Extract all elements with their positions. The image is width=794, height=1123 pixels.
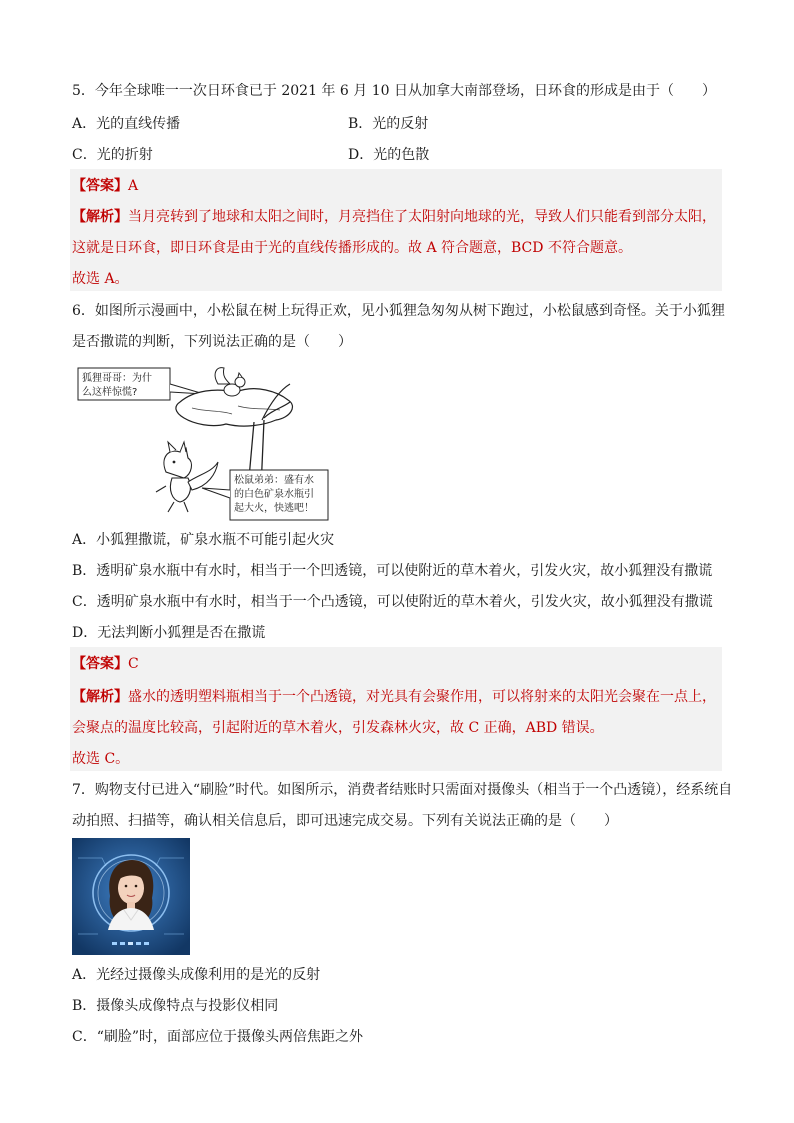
analysis-tag: 【解析】 [72,209,128,225]
left-eye [125,885,128,888]
q5-option-a: A．光的直线传播 [72,116,181,132]
q7-stem-1: 7．购物支付已进入“刷脸”时代。如图所示，消费者结账时只需面对摄像头（相当于一个凸透镜），经系统自 [72,782,733,798]
q6-analysis-2: 会聚点的温度比较高，引起附近的草木着火，引发森林火灾，故 C 正确，ABD 错误。 [72,720,604,736]
fox-body [170,478,190,502]
q5-option-b: B．光的反射 [348,116,429,132]
q6-answer [72,655,139,673]
q6-analysis-1 [72,688,716,706]
fox-eye [173,461,176,464]
q5-option-d: D．光的色散 [348,147,430,163]
q6-option-b: B．透明矿泉水瓶中有水时，相当于一个凹透镜，可以使附近的草木着火，引发火灾，故小狐狸没有撒谎 [72,563,713,579]
q5-stem: 5．今年全球唯一一次日环食已于 2021 年 6 月 10 日从加拿大南部登场，日环食的形成是由于（ ） [72,83,716,99]
answer-value: A [128,178,139,194]
squirrel-head [235,377,245,387]
answer-tag: 【答案】 [72,656,128,672]
answer-tag: 【答案】 [72,178,128,194]
fox-head [164,448,192,478]
fox-bubble-text-2: 的白色矿泉水瓶引 [234,489,314,500]
q5-answer [72,177,138,195]
q6-option-d: D．无法判断小狐狸是否在撒谎 [72,625,266,641]
face-payment-photo [72,838,190,955]
fox-tail [188,462,218,490]
q5-answer-box [70,169,722,291]
q7-option-a: A．光经过摄像头成像利用的是光的反射 [72,967,321,983]
analysis-text: 当月亮转到了地球和太阳之间时，月亮挡住了太阳射向地球的光，导致人们只能看到部分太阳， [128,209,716,225]
q6-option-c: C．透明矿泉水瓶中有水时，相当于一个凸透镜，可以使附近的草木着火，引发火灾，故小狐狸没有撒谎 [72,594,713,610]
q5-conclusion: 故选 A。 [72,271,129,287]
q5-analysis-1 [72,208,716,226]
q6-answer-box [70,647,722,771]
q6-option-a: A．小狐狸撒谎，矿泉水瓶不可能引起火灾 [72,532,335,548]
squirrel-bubble-text-2: 么这样惊慌? [82,387,138,398]
analysis-tag: 【解析】 [72,689,128,705]
fox-bubble-text-3: 起大火，快逃吧！ [234,503,314,514]
status-dot [128,942,133,945]
q5-analysis-2: 这就是日环食，即日环食是由于光的直线传播形成的。故 A 符合题意，BCD 不符合题意。 [72,240,632,256]
status-dot [144,942,149,945]
q7-option-c: C．“刷脸”时，面部应位于摄像头两倍焦距之外 [72,1029,364,1045]
status-dot [112,942,117,945]
squirrel-tail [215,368,230,384]
q6-conclusion: 故选 C。 [72,751,130,767]
cartoon-squirrel-fox [76,362,346,522]
right-eye [135,885,138,888]
q6-stem-2: 是否撒谎的判断，下列说法正确的是（ ） [72,334,352,350]
q7-stem-2: 动拍照、扫描等，确认相关信息后，即可迅速完成交易。下列有关说法正确的是（ ） [72,813,618,829]
fox-bubble-tail [202,488,230,498]
fox-ears [168,442,186,452]
squirrel-bubble-text-1: 狐狸哥哥：为什 [82,373,152,384]
answer-value: C [128,656,139,672]
fox-bubble-text-1: 松鼠弟弟：盛有水 [234,475,314,486]
analysis-text: 盛水的透明塑料瓶相当于一个凸透镜，对光具有会聚作用，可以将射来的太阳光会聚在一点上， [128,689,716,705]
status-dot [136,942,141,945]
q7-option-b: B．摄像头成像特点与投影仪相同 [72,998,279,1014]
q6-stem-1: 6．如图所示漫画中，小松鼠在树上玩得正欢，见小狐狸急匆匆从树下跑过，小松鼠感到奇怪。关于小狐狸 [72,303,725,319]
squirrel-ear [238,373,242,377]
status-dot [120,942,125,945]
q5-option-c: C．光的折射 [72,147,153,163]
